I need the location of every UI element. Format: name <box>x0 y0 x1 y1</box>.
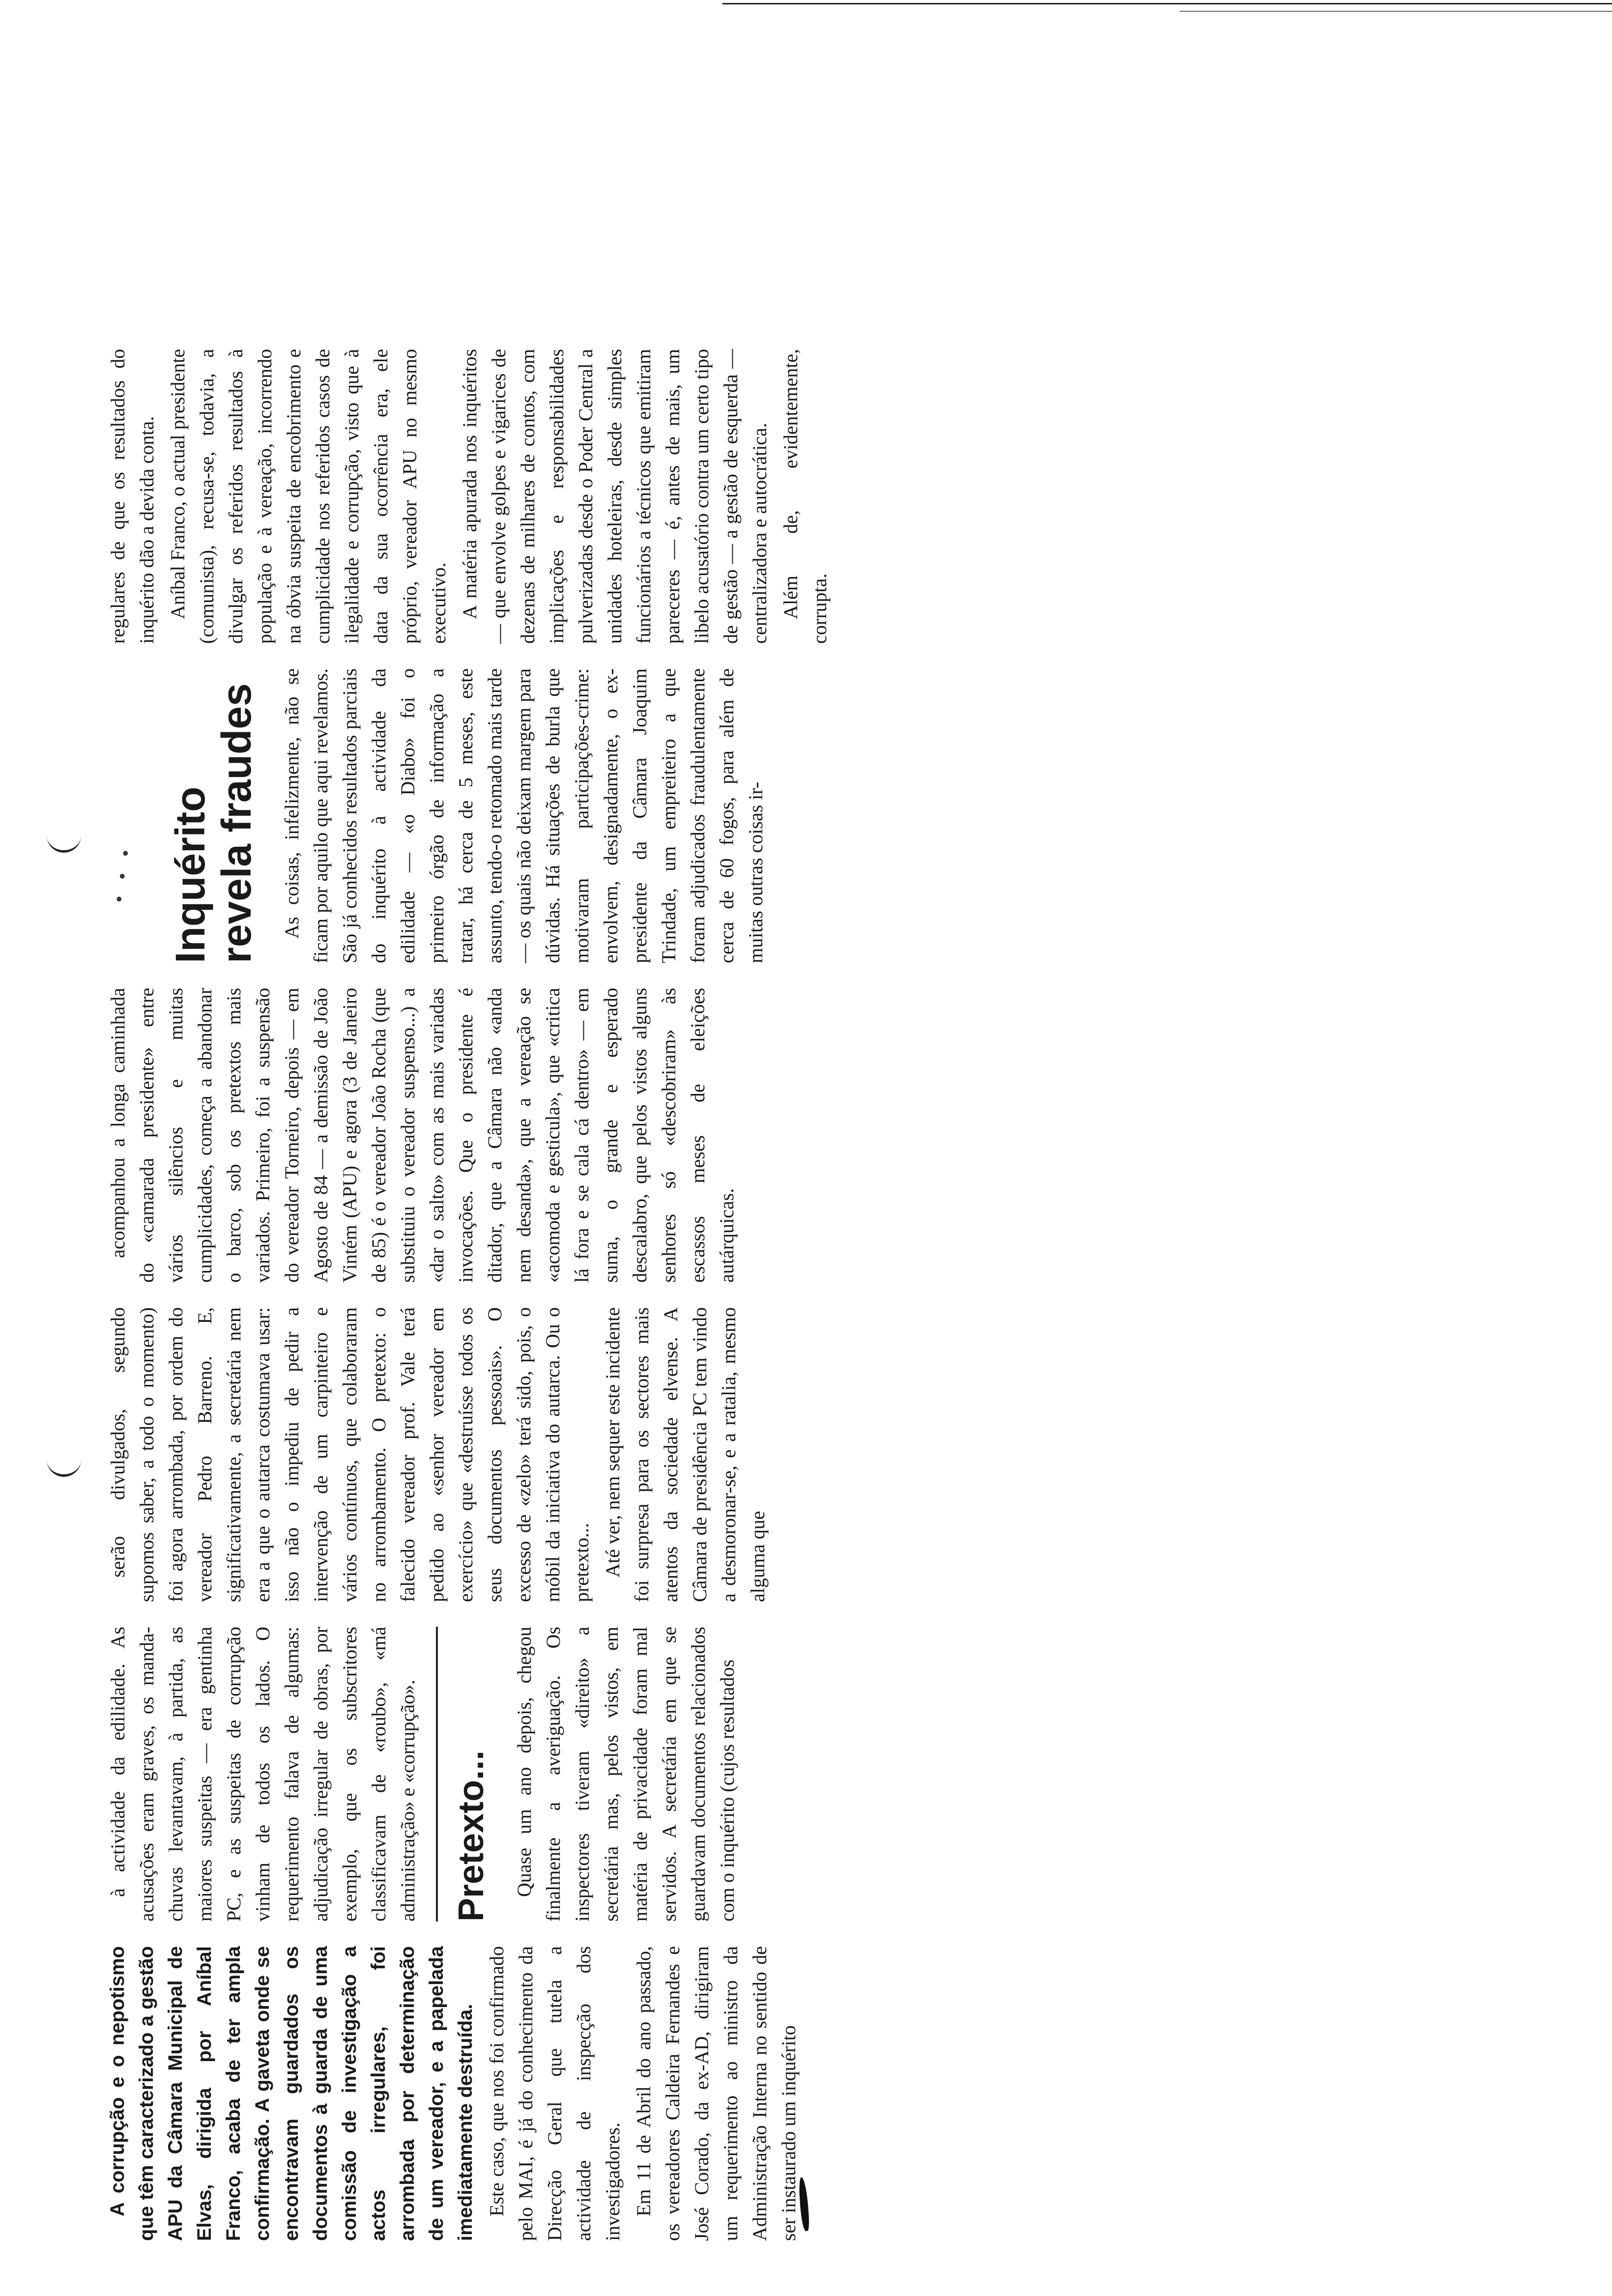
newspaper-article <box>103 128 1111 2241</box>
article-column-2 <box>103 1627 742 1922</box>
punch-hole-mark <box>47 1455 81 1477</box>
paragraph: Este caso, que nos foi confirmado pelo MAI, é já do conhecimento da Direcção Geral que tutela a actividade de inspecção dos investigadores. <box>486 1946 624 2241</box>
smudge-mark: · · · <box>102 843 143 906</box>
scan-edge-line-secondary <box>1180 11 1612 12</box>
paragraph: Quase um ano depois, chegou finalmente a averiguação. Os inspectores tiveram «direito» a secretária mas, pelos vistos, em matéria de privacidade foram mal servidos. A secretária em que se guardavam documentos relacionados com o inquérito (cujos resultados <box>513 1627 738 1922</box>
article-column-6 <box>103 349 834 644</box>
article-column-5 <box>103 668 770 963</box>
subheading-pretexto: Pretexto... <box>436 1627 492 1922</box>
paragraph: à actividade da edilidade. As acusações eram graves, os manda-chuvas levantavam, à partida, as maiores suspeitas — era gentinha PC, e as suspeitas de corrupção vinham de todos os lados. O requerimento falava de algumas: adjudicação irregular de obras, por exemplo, que os subscritores classificavam de «roubo», «má administração» e «corrupção». <box>107 1627 419 1922</box>
punch-hole-mark <box>47 831 81 853</box>
paragraph: Aníbal Franco, o actual presidente (comunista), recusa-se, todavia, a divulgar os referidos resultados à população e à vereação, incorrendo na óbvia suspeita de encobrimento e cumplicidade nos referidos casos de ilegalidade e corrupção, visto que à data da sua ocorrência era, ele próprio, vereador APU no mesmo executivo. <box>167 349 450 644</box>
paragraph: Além de, evidentemente, corrupta. <box>779 349 831 644</box>
article-lead: A corrupção e o nepotismo que têm caracterizado a gestão APU da Câmara Municipal de Elvas, dirigida por Aníbal Franco, acaba de ter ampla confirmação. A gaveta onde se encontravam guardados os documentos à guarda de uma comissão de investigação a actos irregulares, foi arrombada por determinação de um vereador, e a papelada imediatamente destruída. <box>107 1946 476 2241</box>
article-column-1 <box>103 1946 803 2241</box>
paragraph: regulares de que os resultados do inquérito dão a devida conta. <box>107 349 158 644</box>
article-column-3 <box>103 1307 772 1602</box>
article-column-4 <box>103 988 741 1283</box>
paragraph: Até ver, nem sequer este incidente foi surpresa para os sectores mais atentos da sociedade elvense. A Câmara de presidência PC tem vindo a desmoronar-se, e a ratalia, mesmo alguma que <box>602 1307 769 1602</box>
scan-edge-line <box>722 3 1612 4</box>
paragraph: acompanhou a longa caminhada do «camarada presidente» entre vários silêncios e muitas cumplicidades, começa a abandonar o barco, sob os pretextos mais variados. Primeiro, foi a suspensão do vereador Torneiro, depois — em Agosto de 84 — a demissão de João Vintém (APU) e agora (3 de Janeiro de 85) é o vereador João Rocha (que substituiu o vereador suspenso...) a «dar o salto» com as mais variadas invocações. Que o presidente é ditador, que a Câmara não «anda nem desanda», que a vereação se «acomoda e gesticula», que «critica lá fora e se cala cá dentro» — em suma, o grande e esperado descalabro, que pelos vistos alguns senhores só «descobriram» às escassos meses de eleições autárquicas. <box>107 988 738 1283</box>
paragraph: A matéria apurada nos inquéritos — que envolve golpes e vigarices de dezenas de milhares de contos, com implicações e responsabilidades pulverizadas desde o Poder Central a unidades hoteleiras, desde simples funcionários a técnicos que emitiram pareceres — é, antes de mais, um libelo acusatório contra um certo tipo de gestão — a gestão de esquerda — centralizadora e autocrática. <box>459 349 771 644</box>
paragraph: Em 11 de Abril do ano passado, os vereadores Caldeira Fernandes e José Corado, da ex-AD, dirigiram um requerimento ao ministro da Administração Interna no sentido de ser instaurado um inquérito <box>633 1946 800 2241</box>
paragraph: As coisas, infelizmente, não se ficam por aquilo que aqui revelamos. São já conhecidos resultados parciais do inquérito à actividade da edilidade — «o Diabo» foi o primeiro órgão de informação a tratar, há cerca de 5 meses, este assunto, tendo-o retomado mais tarde — os quais não deixam margem para dúvidas. Há situações de burla que motivaram participações-crime: envolvem, designadamente, o ex-presidente da Câmara Joaquim Trindade, um empreiteiro a que foram adjudicados fraudulentamente cerca de 60 fogos, para além de muitas outras coisas ir- <box>281 668 767 963</box>
subheading-inquerito: Inquérito revela fraudes <box>167 683 259 963</box>
paragraph: serão divulgados, segundo supomos saber, a todo o momento) foi agora arrombada, por ordem do vereador Pedro Barreno. E, significativamente, a secretária nem era a que o autarca costumava usar: isso não o impediu de pedir a intervenção de um carpinteiro e vários contínuos, que colaboraram no arrombamento. O pretexto: o falecido vereador prof. Vale terá pedido ao «senhor vereador em exercício» que «destruísse todos os seus documentos pessoais». O excesso de «zelo» terá sido, pois, o móbil da iniciativa do autarca. Ou o pretexto... <box>107 1307 593 1602</box>
